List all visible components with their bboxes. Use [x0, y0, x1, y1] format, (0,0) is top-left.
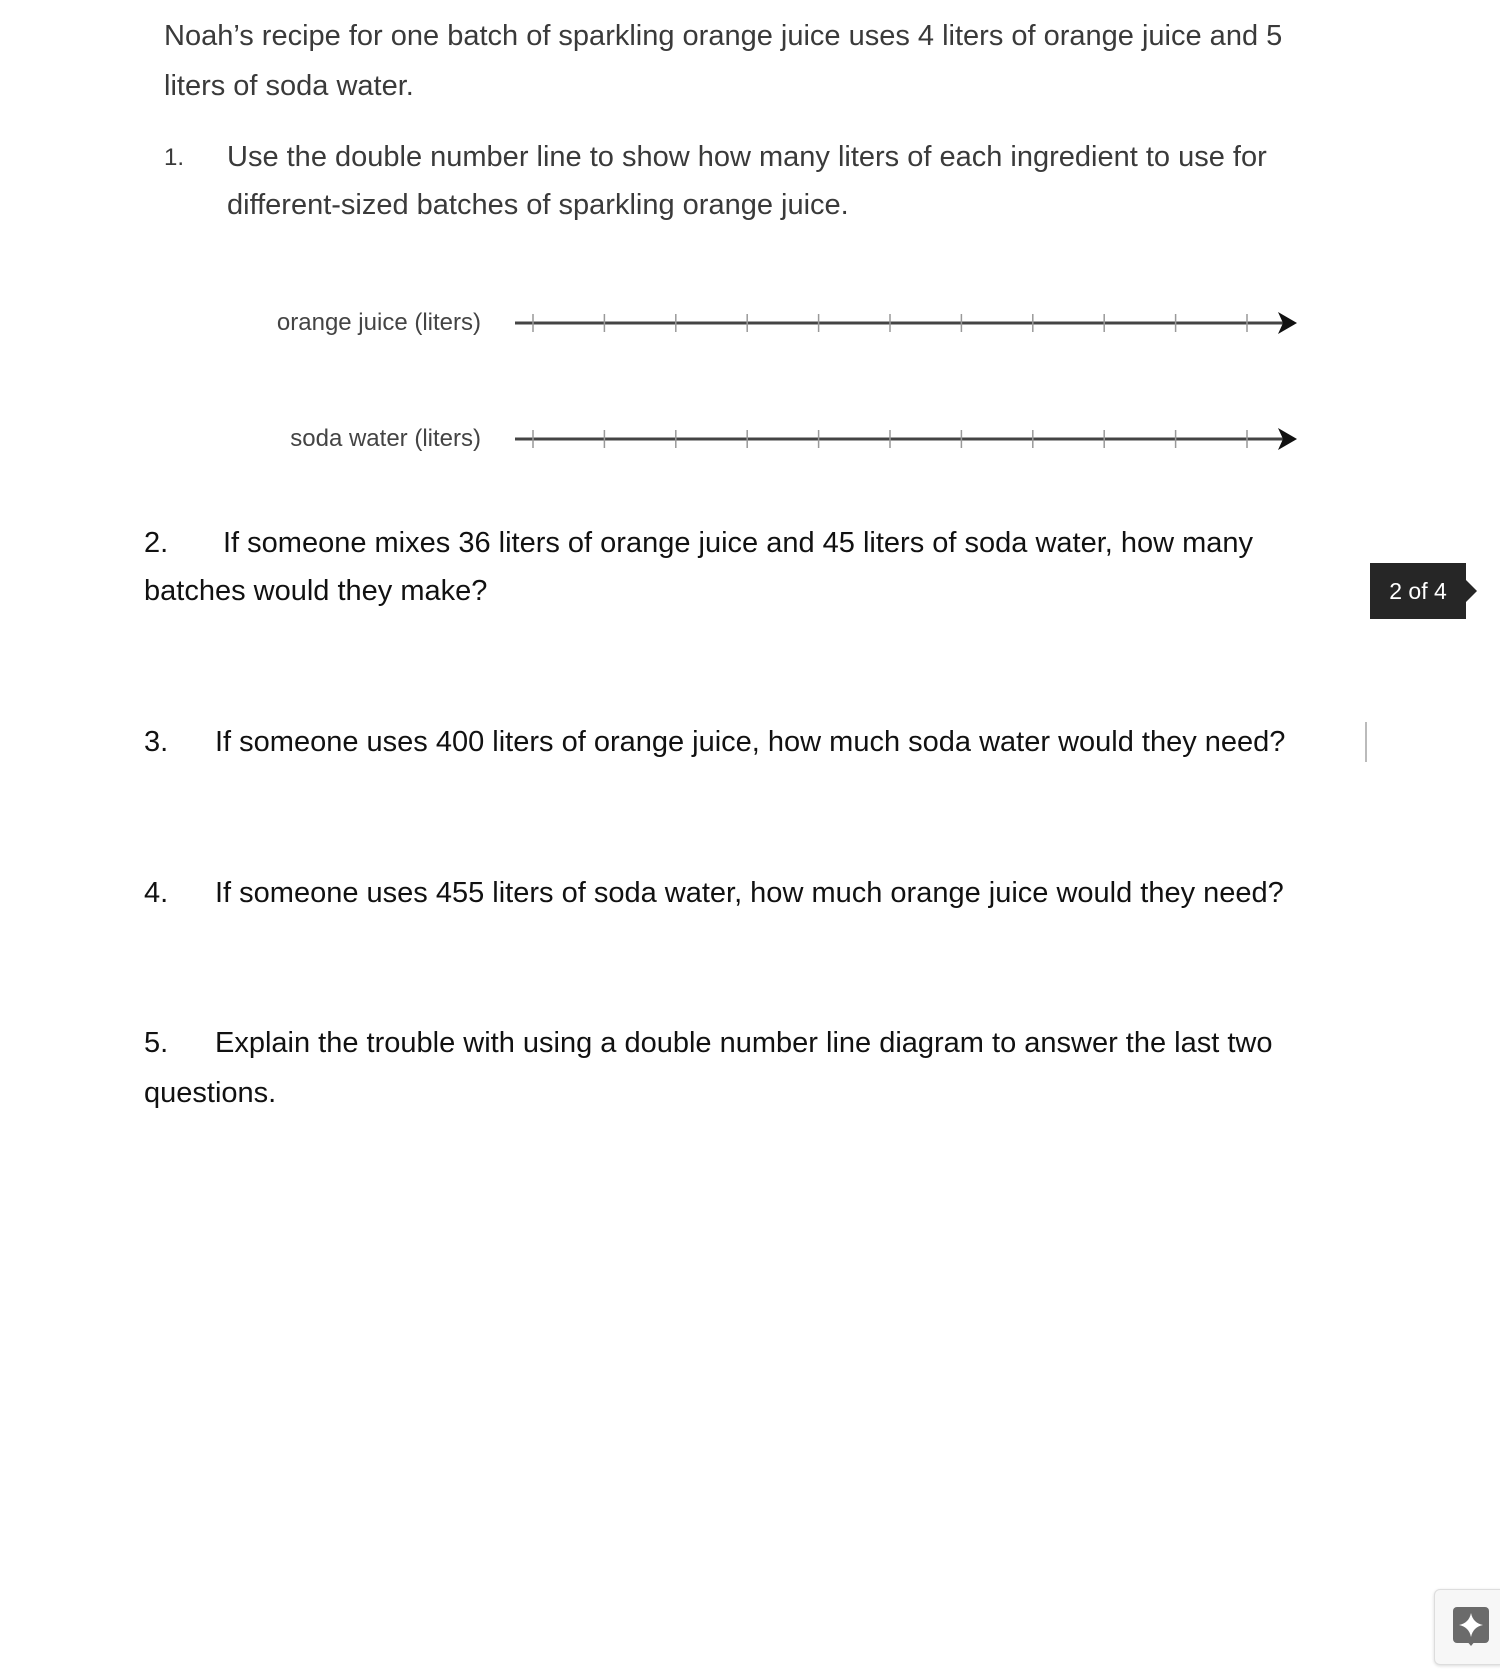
q1-number: 1.	[164, 144, 185, 171]
page-indicator-text: 2 of 4	[1389, 577, 1447, 604]
q2-line-1: If someone mixes 36 liters of orange juice and 45 liters of soda water, how many	[223, 527, 1254, 559]
q2-number: 2.	[144, 527, 169, 559]
orange-juice-number-line	[515, 312, 1297, 334]
assistant-button[interactable]	[1434, 1589, 1500, 1665]
q5-number: 5.	[144, 1027, 169, 1059]
soda-water-label: soda water (liters)	[290, 425, 481, 452]
q5-line-2: questions.	[144, 1077, 277, 1109]
orange-juice-label: orange juice (liters)	[276, 309, 481, 336]
q3-line-1: If someone uses 400 liters of orange juice, how much soda water would they need?	[215, 726, 1286, 758]
q5-line-1: Explain the trouble with using a double number line diagram to answer the last two	[215, 1027, 1273, 1059]
q4-line-1: If someone uses 455 liters of soda water, how much orange juice would they need?	[215, 877, 1284, 909]
intro-line-1: Noah’s recipe for one batch of sparkling orange juice uses 4 liters of orange juice and 5	[164, 20, 1283, 52]
q2-line-2: batches would they make?	[144, 575, 488, 607]
double-number-line	[0, 0, 1500, 500]
text-cursor	[1365, 722, 1367, 762]
q1-line-1: Use the double number line to show how many liters of each ingredient to use for	[227, 141, 1267, 173]
q4-number: 4.	[144, 877, 169, 909]
page-indicator	[1370, 563, 1466, 619]
intro-line-2: liters of soda water.	[164, 70, 414, 102]
q3-number: 3.	[144, 726, 169, 758]
sparkle-icon	[1453, 1607, 1489, 1643]
soda-water-number-line	[515, 428, 1297, 450]
q1-line-2: different-sized batches of sparkling orange juice.	[227, 189, 849, 221]
